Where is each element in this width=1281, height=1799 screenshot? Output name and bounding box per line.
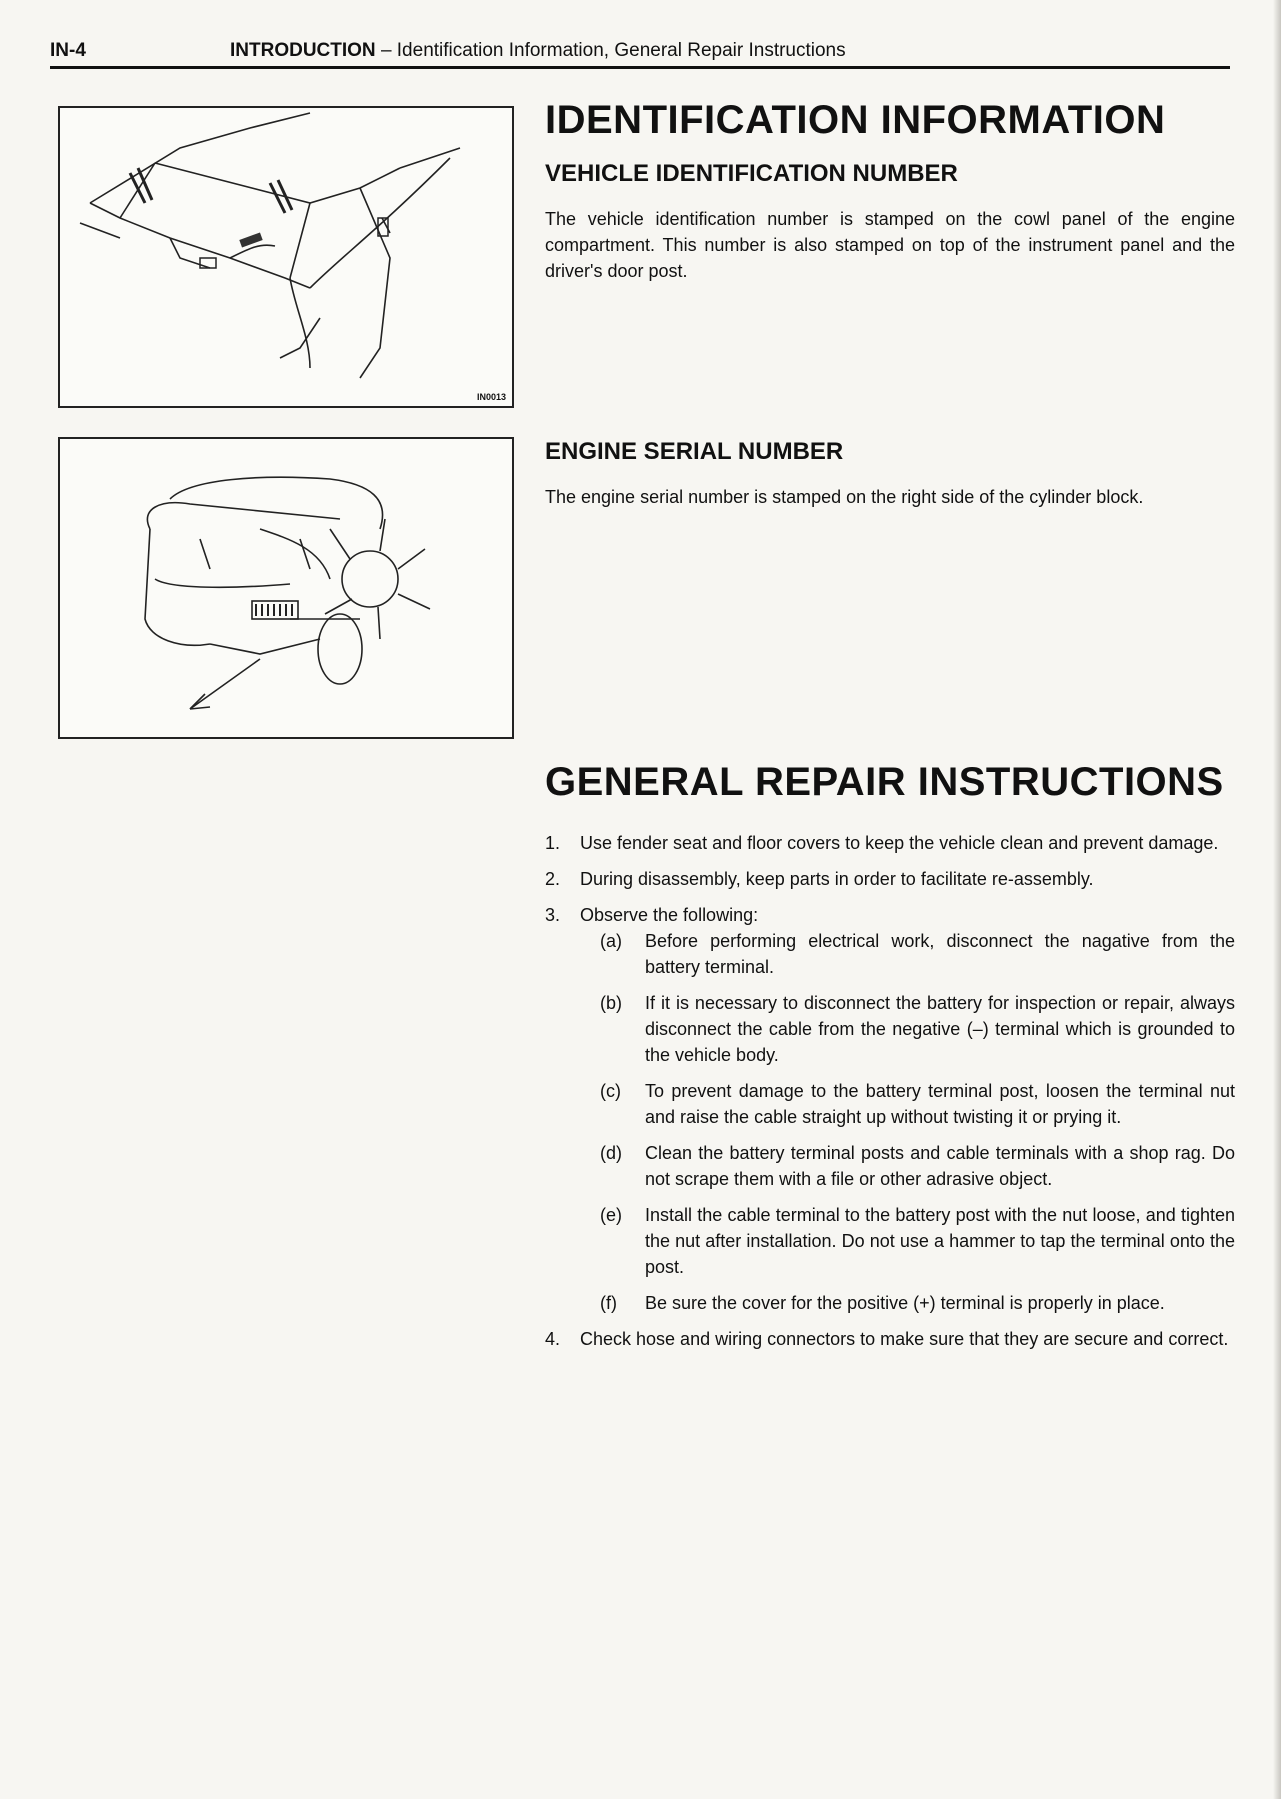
engine-serial-figure [58, 437, 514, 739]
engine-heading: ENGINE SERIAL NUMBER [545, 438, 844, 465]
engine-heading-block [545, 438, 1235, 466]
substep-label: (e) [600, 1205, 622, 1225]
vin-heading-block [545, 160, 1235, 188]
page-number: IN-4 [50, 40, 86, 61]
list-item [545, 1078, 1235, 1130]
section-subtitle: – Identification Information, General Repair Instructions [380, 40, 846, 61]
substep-text: Before performing electrical work, disconnect the nagative from the battery terminal. [645, 931, 1235, 977]
vin-location-figure [58, 106, 514, 408]
step-number: 2. [545, 869, 561, 889]
substep-text: Be sure the cover for the positive (+) terminal is properly in place. [645, 1293, 1165, 1313]
substep-text: Install the cable terminal to the battery post with the nut loose, and tighten the nut after installation. Do not use a hammer to tap the terminal onto the post. [645, 1205, 1235, 1277]
substep-label: (b) [600, 993, 622, 1013]
list-item [545, 830, 1235, 856]
engine-illustration [60, 439, 512, 737]
substep-label: (d) [600, 1143, 622, 1163]
step-number: 3. [545, 905, 561, 925]
step-text: Observe the following: [580, 905, 759, 925]
step-text: During disassembly, keep parts in order to facilitate re-assembly. [580, 869, 1094, 889]
list-item [545, 1326, 1235, 1352]
substeps-list [580, 928, 1235, 1316]
section-name: INTRODUCTION [230, 40, 376, 61]
list-item [545, 990, 1235, 1068]
repair-title-block [545, 760, 1235, 805]
step-number: 1. [545, 833, 561, 853]
figure-code: IN0013 [476, 392, 506, 402]
list-item [545, 866, 1235, 892]
page-header [50, 38, 1230, 69]
list-item [545, 1290, 1235, 1316]
repair-steps [545, 830, 1235, 1362]
substep-text: To prevent damage to the battery terminal post, loosen the terminal nut and raise the cable straight up without twisting it or prying it. [645, 1081, 1235, 1127]
step-text: Check hose and wiring connectors to make sure that they are secure and correct. [580, 1329, 1229, 1349]
list-item [545, 1140, 1235, 1192]
identification-title: IDENTIFICATION INFORMATION [545, 98, 1166, 142]
engine-text-block [545, 484, 1235, 510]
substep-label: (a) [600, 931, 622, 951]
running-title [230, 40, 846, 62]
windshield-illustration [60, 108, 512, 406]
substep-label: (f) [600, 1293, 617, 1313]
list-item [545, 1202, 1235, 1280]
substep-text: If it is necessary to disconnect the battery for inspection or repair, always disconnect the cable from the negative (–) terminal which is grounded to the vehicle body. [645, 993, 1235, 1065]
vin-text-block [545, 206, 1235, 284]
substep-text: Clean the battery terminal posts and cable terminals with a shop rag. Do not scrape them with a file or other adrasive object. [645, 1143, 1235, 1189]
list-item [545, 928, 1235, 980]
repair-title: GENERAL REPAIR INSTRUCTIONS [545, 760, 1224, 804]
vin-heading: VEHICLE IDENTIFICATION NUMBER [545, 160, 958, 187]
step-number: 4. [545, 1329, 561, 1349]
page-edge-shadow [1273, 0, 1281, 1799]
engine-text: The engine serial number is stamped on the right side of the cylinder block. [545, 487, 1144, 507]
identification-title-block [545, 98, 1235, 143]
substep-label: (c) [600, 1081, 621, 1101]
vin-text: The vehicle identification number is stamped on the cowl panel of the engine compartment. This number is also stamped on top of the instrument panel and the driver's door post. [545, 209, 1235, 281]
step-text: Use fender seat and floor covers to keep the vehicle clean and prevent damage. [580, 833, 1219, 853]
list-item [545, 902, 1235, 1316]
